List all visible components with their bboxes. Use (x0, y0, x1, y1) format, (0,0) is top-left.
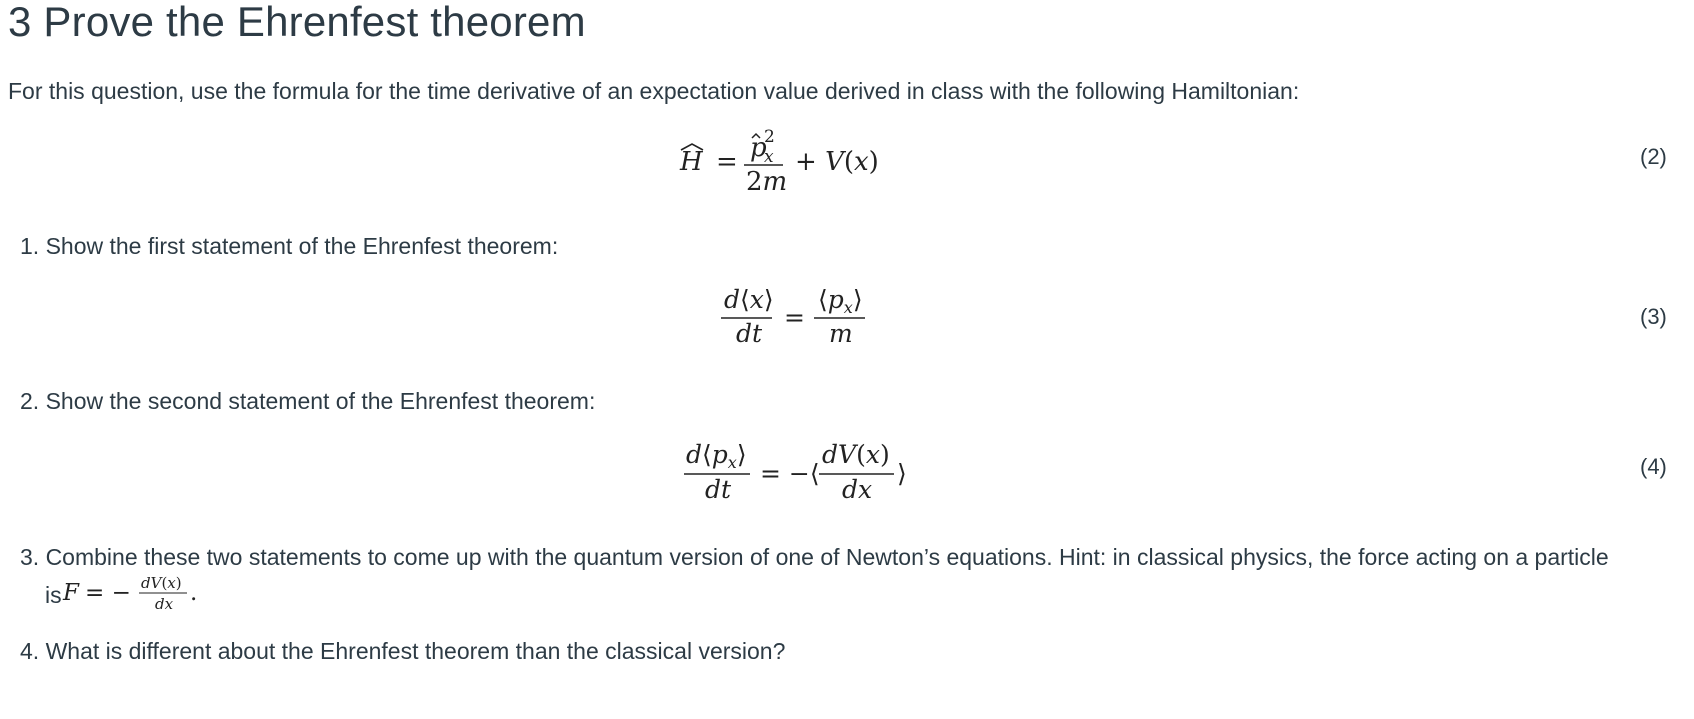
svg-text:dV(x): dV(x) (141, 574, 182, 592)
svg-text:⟩: ⟩ (897, 459, 907, 488)
svg-text:d⟨x⟩: d⟨x⟩ (724, 285, 774, 314)
ehrenfest-second-equation (0, 437, 1694, 507)
svg-text:= −: = − (85, 580, 131, 606)
intro-paragraph: For this question, use the formula for the time derivative of an expectation value derived in class with the following Hamiltonian: (8, 78, 1300, 104)
svg-text:m: m (829, 319, 853, 348)
equation-number-2: (2) (1640, 144, 1667, 169)
svg-text:H: H (680, 147, 703, 177)
svg-text:2: 2 (764, 127, 775, 147)
item-3-text-line1: 3. Combine these two statements to come up with the quantum version of one of Newton’s equations. Hint: in classical physics, the force acting on a particle (20, 544, 1609, 570)
svg-text:dt: dt (736, 319, 763, 348)
svg-text:=: = (784, 303, 805, 332)
section-heading: 3 Prove the Ehrenfest theorem (8, 0, 586, 45)
svg-text:2m: 2m (746, 167, 788, 197)
first-statement-formula (0, 282, 1694, 352)
svg-text:⟨px⟩: $⟨p_x⟩$ (818, 285, 863, 317)
equation-number-4: (4) (1640, 454, 1667, 479)
force-formula (61, 570, 221, 614)
item-3-text-line2 (45, 574, 198, 613)
hamiltonian-equation (0, 122, 1694, 202)
svg-text:p: p (750, 133, 767, 163)
hamiltonian-formula (0, 122, 1694, 202)
svg-text:dt: dt (705, 475, 732, 504)
svg-text:+ V(x): + V(x) (795, 147, 879, 177)
item-2-text: 2. Show the second statement of the Ehrenfest theorem: (20, 388, 596, 414)
svg-text:x: x (764, 147, 774, 167)
item-4-text: 4. What is different about the Ehrenfest theorem than the classical version? (20, 638, 786, 664)
equation-number-3: (3) (1640, 304, 1667, 329)
svg-text:d⟨px⟩: $d⟨p_x⟩$ (686, 440, 747, 472)
svg-text:=: = (716, 147, 738, 177)
svg-text:dV(x): dV(x) (822, 440, 890, 469)
ehrenfest-first-equation (0, 282, 1694, 352)
svg-text:= −⟨: = −⟨ (760, 459, 820, 488)
second-statement-formula (0, 437, 1694, 507)
svg-text:.: . (190, 580, 198, 606)
svg-text:F: F (63, 580, 79, 606)
item-3-prefix: is (45, 582, 62, 608)
svg-text:dx: dx (842, 475, 873, 504)
item-1-text: 1. Show the first statement of the Ehrenfest theorem: (20, 233, 559, 259)
svg-text:dx: dx (155, 595, 174, 613)
